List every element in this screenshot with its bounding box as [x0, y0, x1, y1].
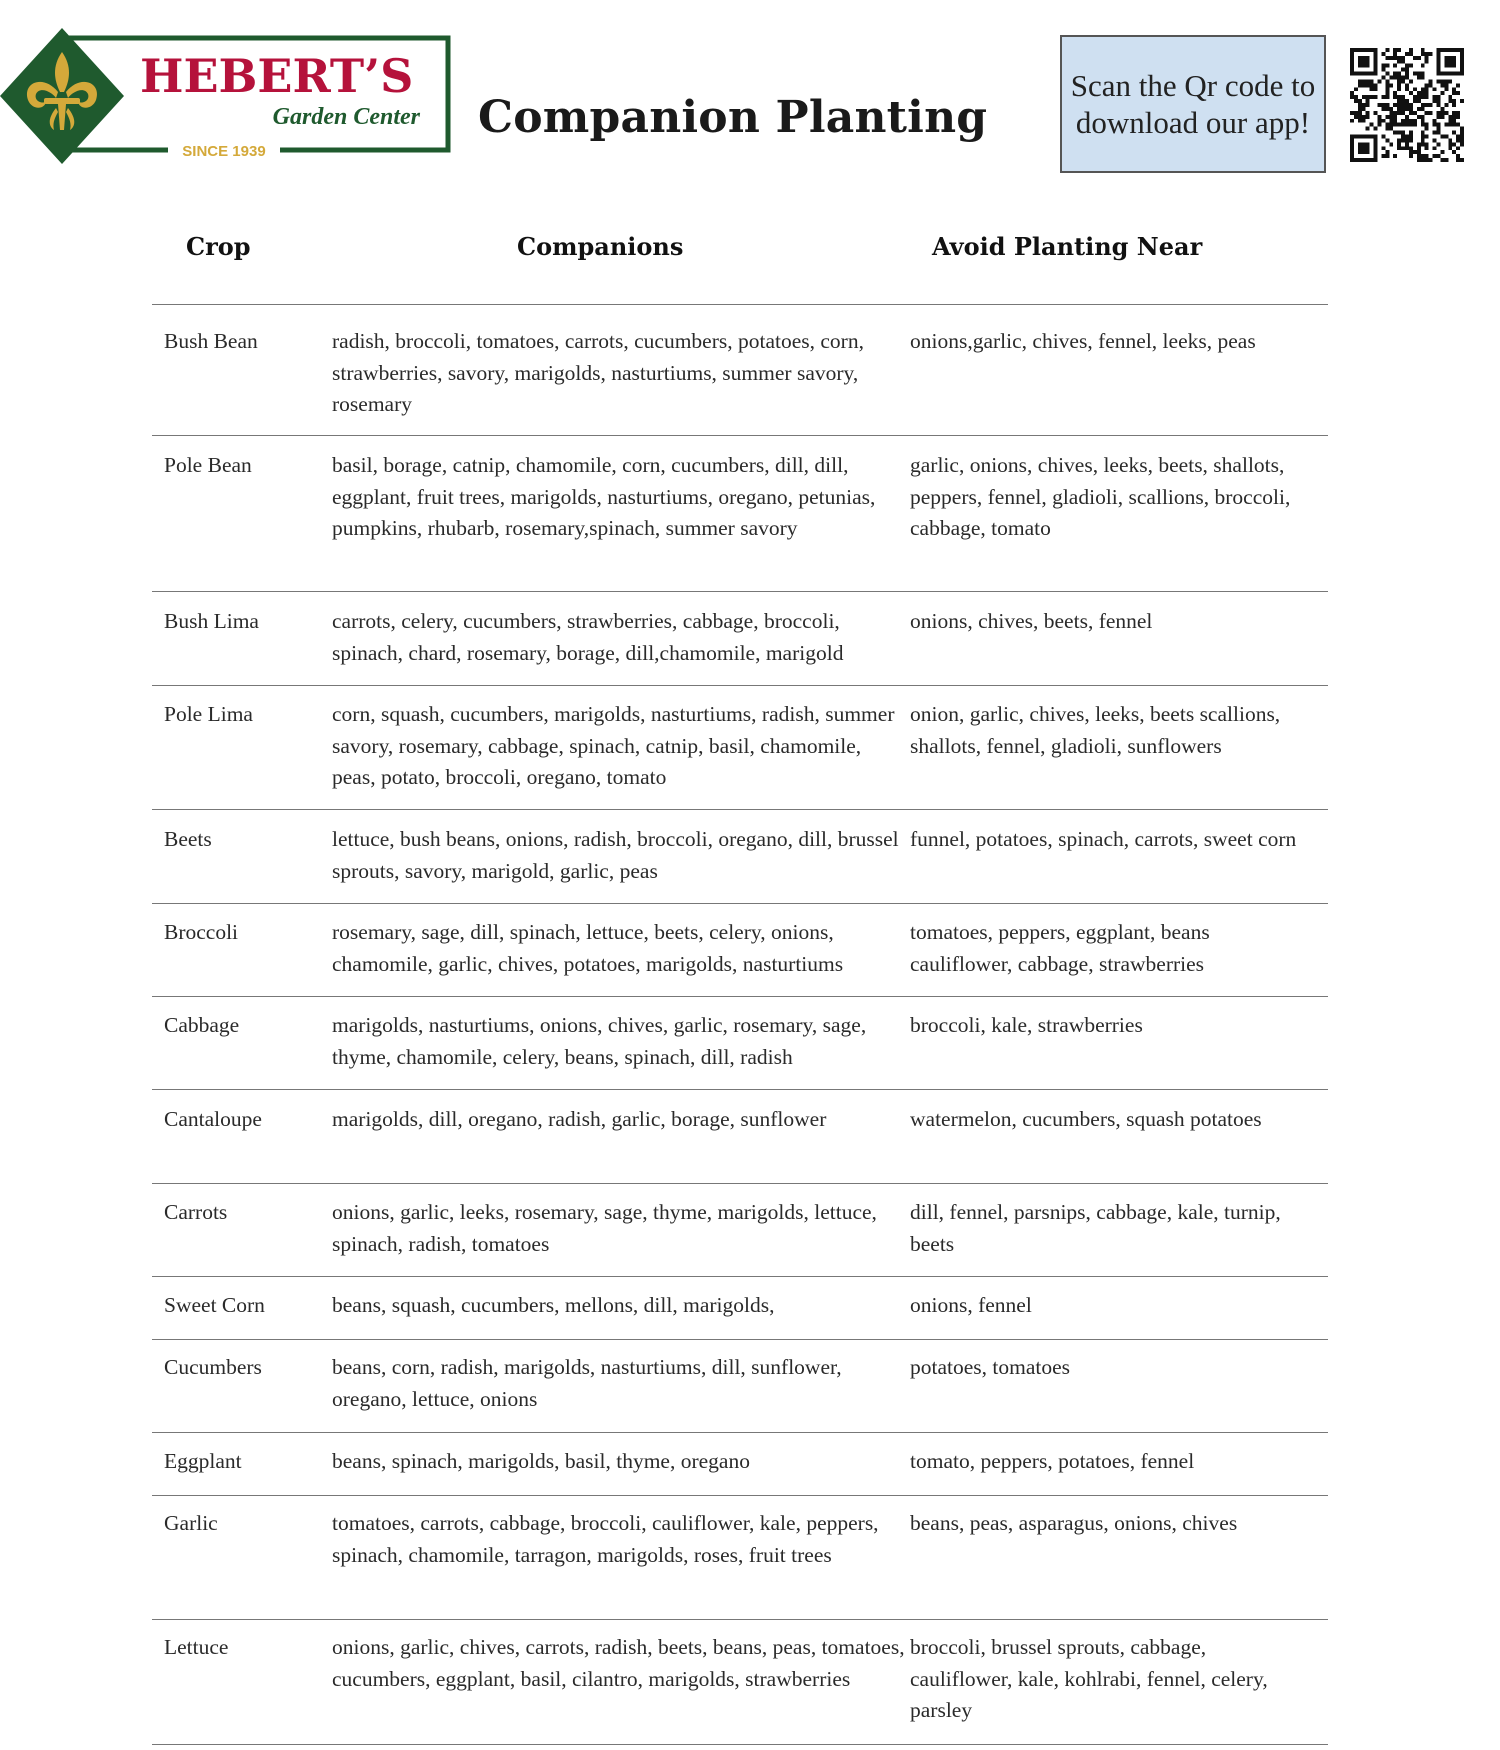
- row-divider: [152, 1339, 1328, 1340]
- qr-code-icon[interactable]: [1350, 48, 1464, 162]
- companions-cell: beans, spinach, marigolds, basil, thyme, oregano: [332, 1449, 750, 1473]
- row-divider: [152, 996, 1328, 997]
- row-divider: [152, 435, 1328, 436]
- column-header-avoid: Avoid Planting Near: [932, 232, 1203, 261]
- avoid-cell: beans, peas, asparagus, onions, chives: [910, 1511, 1238, 1535]
- row-divider: [152, 1432, 1328, 1433]
- avoid-cell: onions,garlic, chives, fennel, leeks, peas: [910, 329, 1256, 353]
- companions-cell: rosemary, sage, dill, spinach, lettuce, beets, celery, onions, chamomile, garlic, chives, potatoes, marigolds, nasturtiums: [332, 920, 844, 976]
- logo-since-text: SINCE 1939: [182, 143, 266, 160]
- crop-cell: Garlic: [164, 1511, 218, 1535]
- column-header-companions: Companions: [517, 232, 684, 261]
- companions-cell: tomatoes, carrots, cabbage, broccoli, cauliflower, kale, peppers, spinach, chamomile, tarragon, marigolds, roses, fruit trees: [332, 1511, 879, 1567]
- row-divider: [152, 304, 1328, 305]
- crop-cell: Pole Bean: [164, 453, 252, 477]
- crop-cell: Sweet Corn: [164, 1293, 265, 1317]
- companions-cell: onions, garlic, chives, carrots, radish, beets, beans, peas, tomatoes, cucumbers, eggplant, basil, cilantro, marigolds, strawberries: [332, 1635, 905, 1691]
- crop-cell: Bush Bean: [164, 329, 258, 353]
- row-divider: [152, 1089, 1328, 1090]
- row-divider: [152, 1619, 1328, 1620]
- companions-cell: lettuce, bush beans, onions, radish, broccoli, oregano, dill, brussel sprouts, savory, marigold, garlic, peas: [332, 827, 899, 883]
- avoid-cell: watermelon, cucumbers, squash potatoes: [910, 1107, 1262, 1131]
- companions-cell: onions, garlic, leeks, rosemary, sage, thyme, marigolds, lettuce, spinach, radish, tomatoes: [332, 1200, 877, 1256]
- logo-brand-text: HEBERT’S: [140, 49, 414, 103]
- avoid-cell: broccoli, kale, strawberries: [910, 1013, 1143, 1037]
- avoid-cell: tomato, peppers, potatoes, fennel: [910, 1449, 1195, 1473]
- crop-cell: Bush Lima: [164, 609, 259, 633]
- companions-cell: corn, squash, cucumbers, marigolds, nasturtiums, radish, summer savory, rosemary, cabbage, spinach, catnip, basil, chamomile, peas, potato, broccoli, oregano, tomato: [332, 702, 895, 789]
- avoid-cell: garlic, onions, chives, leeks, beets, shallots, peppers, fennel, gladioli, scallions, broccoli, cabbage, tomato: [910, 453, 1291, 540]
- row-divider: [152, 1744, 1328, 1745]
- companions-cell: carrots, celery, cucumbers, strawberries, cabbage, broccoli, spinach, chard, rosemary, borage, dill,chamomile, marigold: [332, 609, 844, 665]
- avoid-cell: onion, garlic, chives, leeks, beets scallions, shallots, fennel, gladioli, sunflowers: [910, 702, 1281, 758]
- crop-cell: Beets: [164, 827, 212, 851]
- avoid-cell: funnel, potatoes, spinach, carrots, sweet corn: [910, 827, 1297, 851]
- crop-cell: Cabbage: [164, 1013, 240, 1037]
- row-divider: [152, 591, 1328, 592]
- avoid-cell: broccoli, brussel sprouts, cabbage, cauliflower, kale, kohlrabi, fennel, celery, parsley: [910, 1635, 1268, 1722]
- companions-cell: beans, squash, cucumbers, mellons, dill, marigolds,: [332, 1293, 775, 1317]
- row-divider: [152, 1495, 1328, 1496]
- row-divider: [152, 1276, 1328, 1277]
- crop-cell: Eggplant: [164, 1449, 242, 1473]
- companions-cell: beans, corn, radish, marigolds, nasturtiums, dill, sunflower, oregano, lettuce, onions: [332, 1355, 842, 1411]
- row-divider: [152, 903, 1328, 904]
- crop-cell: Cantaloupe: [164, 1107, 262, 1131]
- qr-prompt-box: [1060, 35, 1326, 173]
- avoid-cell: onions, fennel: [910, 1293, 1032, 1317]
- avoid-cell: onions, chives, beets, fennel: [910, 609, 1153, 633]
- companions-cell: marigolds, nasturtiums, onions, chives, garlic, rosemary, sage, thyme, chamomile, celery, beans, spinach, dill, radish: [332, 1013, 867, 1069]
- crop-cell: Carrots: [164, 1200, 228, 1224]
- avoid-cell: dill, fennel, parsnips, cabbage, kale, turnip, beets: [910, 1200, 1281, 1256]
- qr-prompt-text: Scan the Qr code to download our app!: [1070, 68, 1316, 140]
- companions-cell: basil, borage, catnip, chamomile, corn, cucumbers, dill, dill, eggplant, fruit trees, marigolds, nasturtiums, oregano, petunias, pumpkins, rhubarb, rosemary,spinach, summer savory: [332, 453, 876, 540]
- heberts-logo: [0, 26, 452, 166]
- crop-cell: Broccoli: [164, 920, 239, 944]
- companions-cell: marigolds, dill, oregano, radish, garlic, borage, sunflower: [332, 1107, 827, 1131]
- column-header-crop: Crop: [186, 232, 251, 261]
- page-title: Companion Planting: [478, 92, 988, 143]
- companions-cell: radish, broccoli, tomatoes, carrots, cucumbers, potatoes, corn, strawberries, savory, marigolds, nasturtiums, summer savory, rosemary: [332, 329, 864, 416]
- avoid-cell: potatoes, tomatoes: [910, 1355, 1071, 1379]
- crop-cell: Pole Lima: [164, 702, 253, 726]
- crop-cell: Lettuce: [164, 1635, 229, 1659]
- row-divider: [152, 685, 1328, 686]
- row-divider: [152, 809, 1328, 810]
- avoid-cell: tomatoes, peppers, eggplant, beans cauliflower, cabbage, strawberries: [910, 920, 1210, 976]
- logo-tagline-text: Garden Center: [272, 104, 420, 130]
- crop-cell: Cucumbers: [164, 1355, 262, 1379]
- row-divider: [152, 1183, 1328, 1184]
